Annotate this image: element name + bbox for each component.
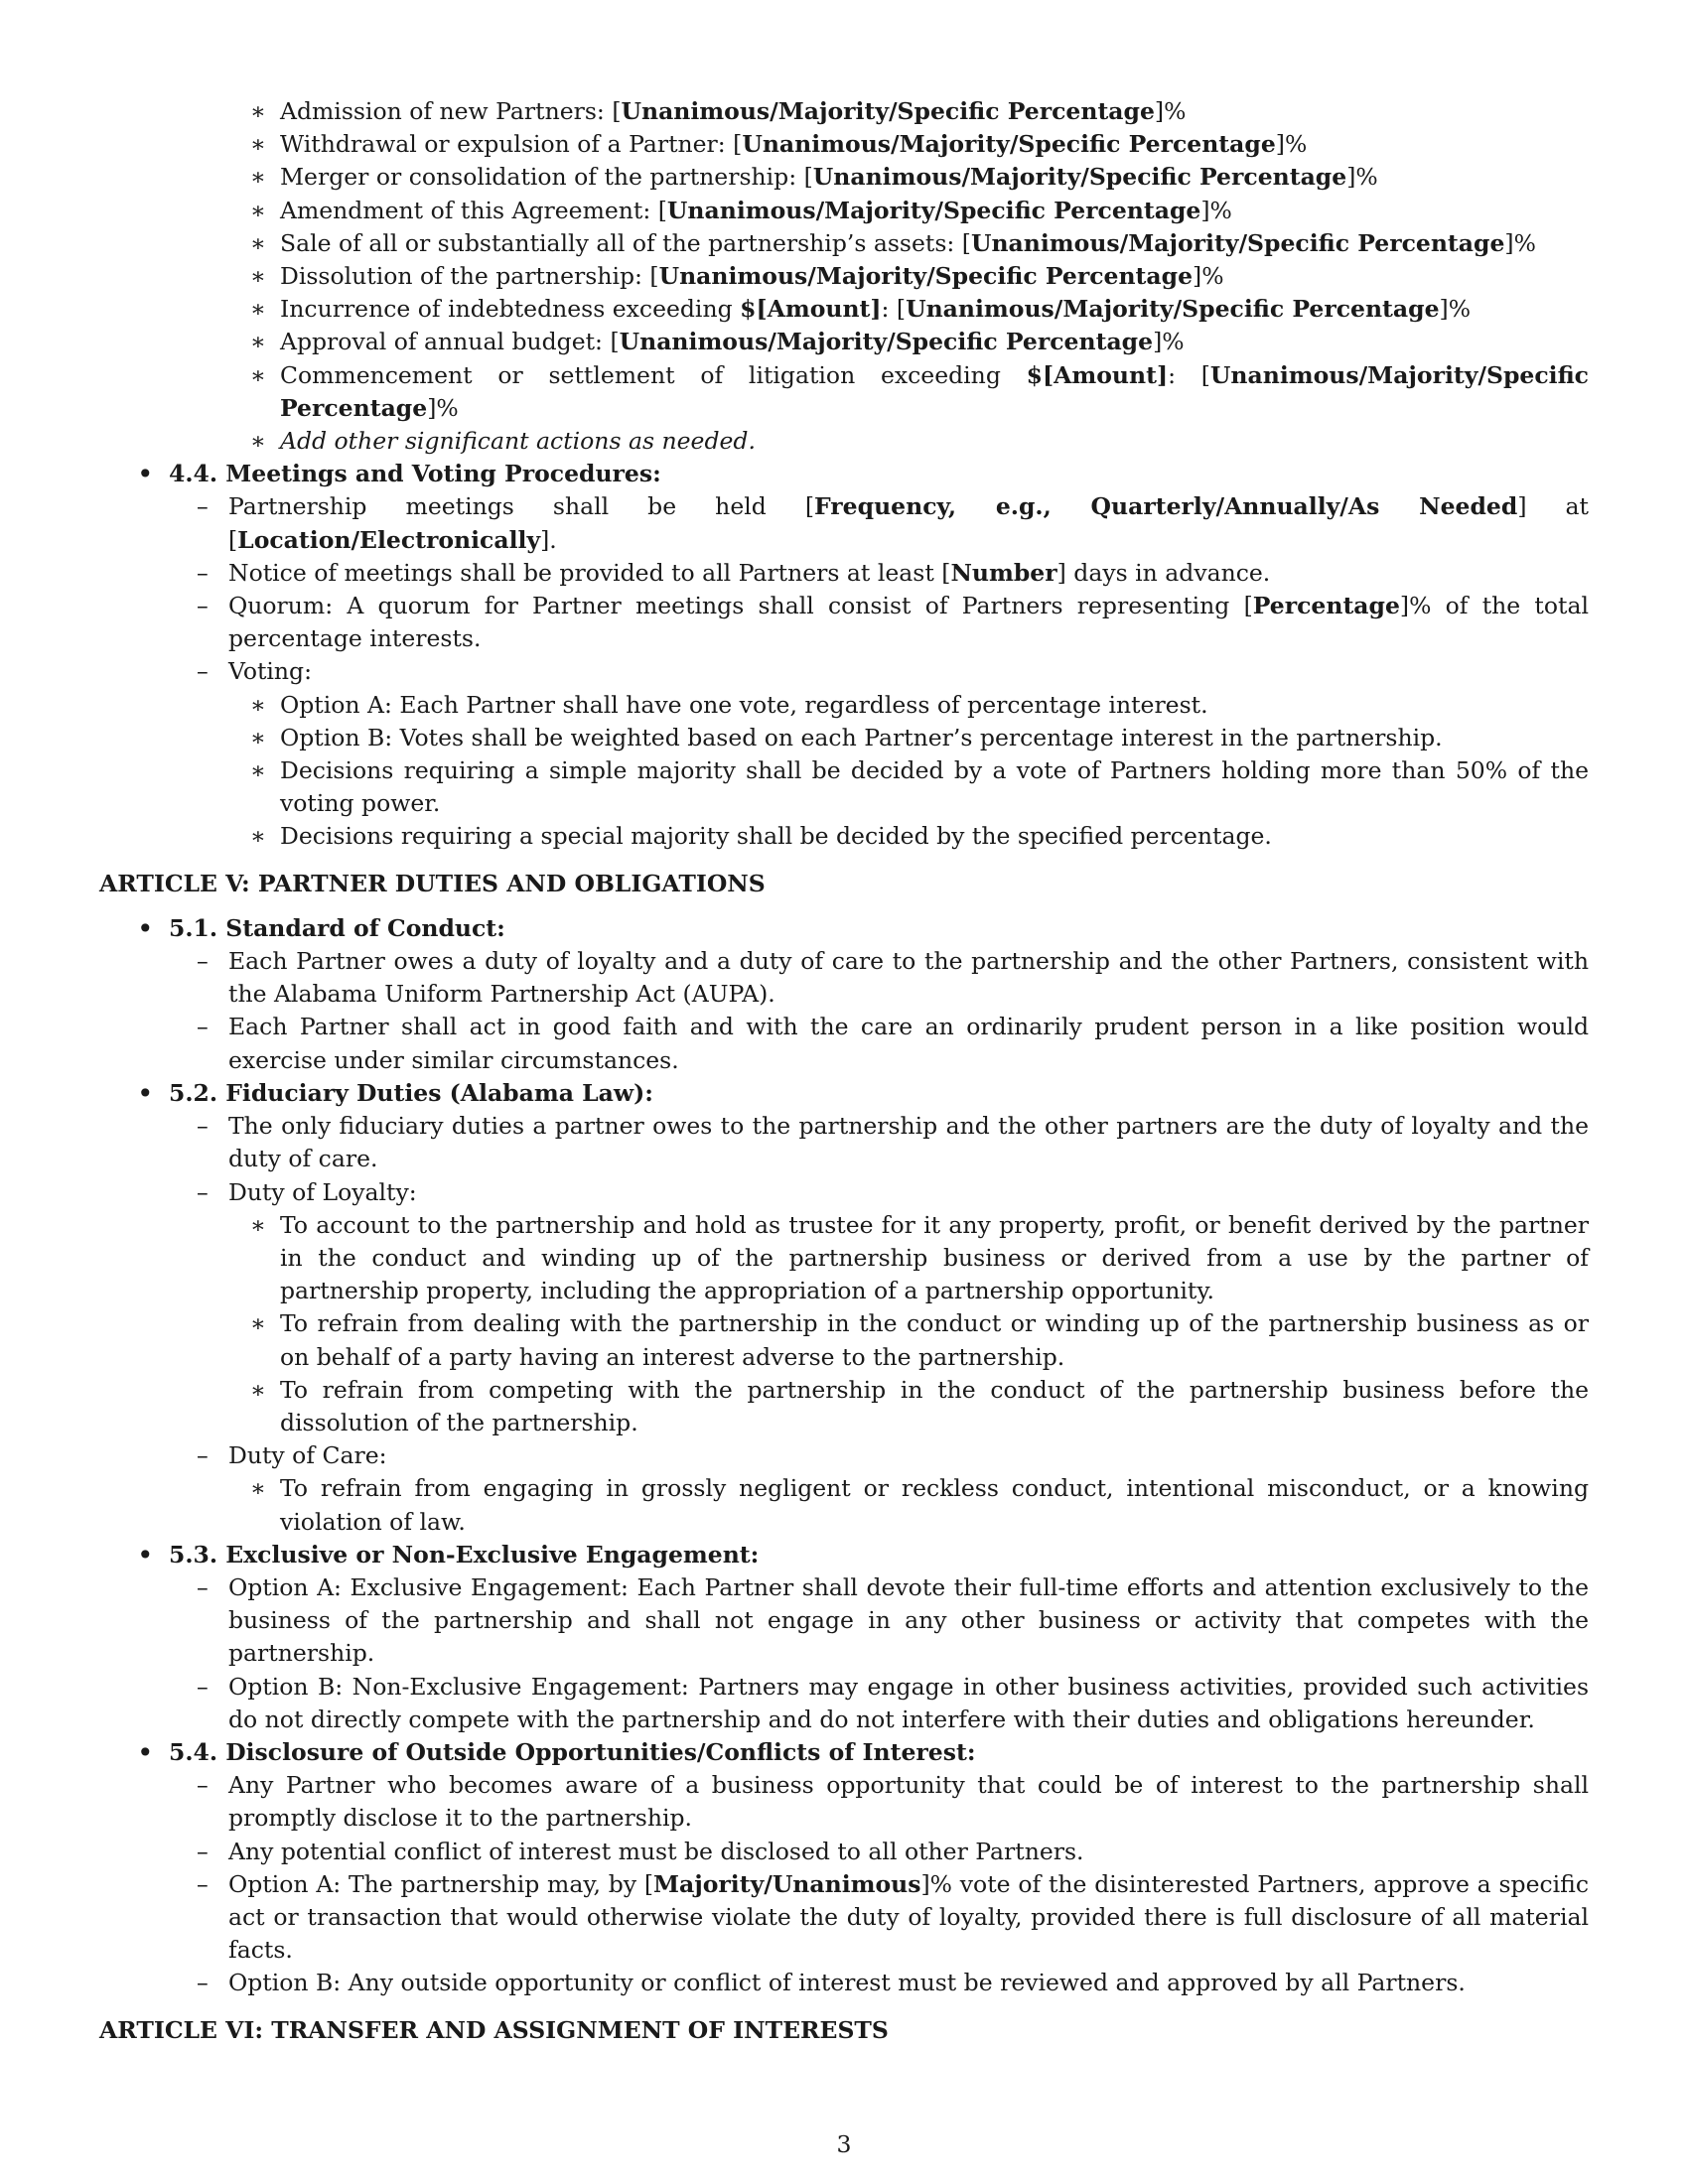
section-heading-5-1: • 5.1. Standard of Conduct:: [137, 911, 505, 945]
list-item: – Each Partner owes a duty of loyalty and a duty of care to the partnership and the other Partners, consistent with the Alabama Uniform Partnership Act (AUPA).: [197, 947, 1589, 1009]
list-bullet: –: [197, 657, 209, 686]
list-item: ∗ Decisions requiring a special majority shall be decided by the specified percentage.: [99, 820, 1589, 853]
list-bullet: –: [197, 1771, 209, 1800]
list-bullet: ∗: [250, 163, 266, 192]
list-bullet: ∗: [250, 295, 266, 324]
list-bullet: –: [197, 1672, 209, 1701]
list-item: – Any potential conflict of interest must be disclosed to all other Partners.: [99, 1836, 1589, 1868]
list-bullet: ∗: [250, 1474, 266, 1503]
list-item: ∗ Option B: Votes shall be weighted based on each Partner’s percentage interest in the partnership.: [99, 722, 1589, 754]
list-item: ∗ Commencement or settlement of litigation exceeding $[Amount]: [Unanimous/Majority/Specific Percentage]%: [250, 360, 1589, 422]
list-item: ∗ To account to the partnership and hold as trustee for it any property, profit, or benefit derived by the partner in the conduct and winding up of the partnership business or derived from a use by the partner of partnership property, including the appropriation of a partnership opportunity.: [250, 1210, 1589, 1305]
list-item: ∗ Option A: Each Partner shall have one vote, regardless of percentage interest.: [99, 689, 1589, 722]
document-page: [99, 95, 1589, 2059]
article-heading-v: ARTICLE V: PARTNER DUTIES AND OBLIGATIONS: [99, 869, 766, 897]
list-bullet: ∗: [250, 1210, 266, 1239]
list-bullet: ∗: [250, 130, 266, 159]
list-item: – Quorum: A quorum for Partner meetings shall consist of Partners representing [Percentage]% of the total percentage interests.: [197, 592, 1589, 653]
list-item: ∗ To refrain from dealing with the partnership in the conduct or winding up of the partnership business as or on behalf of a party having an interest adverse to the partnership.: [250, 1309, 1589, 1371]
list-item: – Duty of Loyalty:: [99, 1176, 1589, 1209]
list-bullet: •: [137, 458, 154, 491]
section-heading-5-3: • 5.3. Exclusive or Non-Exclusive Engagement:: [137, 1538, 760, 1571]
list-bullet: –: [197, 1969, 209, 1997]
list-bullet: ∗: [250, 1375, 266, 1404]
list-item: ∗ Amendment of this Agreement: [Unanimous/Majority/Specific Percentage]%: [99, 195, 1589, 227]
list-item: ∗ Withdrawal or expulsion of a Partner: [Unanimous/Majority/Specific Percentage]%: [99, 128, 1589, 161]
list-bullet: –: [197, 1572, 209, 1601]
section-heading-5-2: • 5.2. Fiduciary Duties (Alabama Law):: [137, 1076, 653, 1110]
list-item: – Partnership meetings shall be held [Frequency, e.g., Quarterly/Annually/As Needed] at [Location/Electronically].: [197, 492, 1590, 554]
list-item: ∗ Merger or consolidation of the partnership: [Unanimous/Majority/Specific Percentage]%: [99, 161, 1589, 194]
list-item: – Notice of meetings shall be provided to all Partners at least [Number] days in advance.: [99, 557, 1589, 590]
list-item: ∗ Incurrence of indebtedness exceeding $[Amount]: [Unanimous/Majority/Specific Percentage]%: [99, 293, 1589, 326]
list-bullet: •: [137, 911, 154, 945]
list-bullet: –: [197, 947, 209, 976]
list-bullet: ∗: [250, 723, 266, 751]
list-bullet: –: [197, 1869, 209, 1898]
list-item: ∗ Admission of new Partners: [Unanimous/Majority/Specific Percentage]%: [99, 95, 1589, 128]
list-item: – Any Partner who becomes aware of a business opportunity that could be of interest to the partnership shall promptly disclose it to the partnership.: [197, 1771, 1589, 1833]
section-heading-4-4: • 4.4. Meetings and Voting Procedures:: [137, 458, 661, 491]
list-bullet: ∗: [250, 196, 266, 224]
list-item: ∗ To refrain from engaging in grossly negligent or reckless conduct, intentional misconduct, or a knowing violation of law.: [250, 1474, 1589, 1536]
list-item: – The only fiduciary duties a partner owes to the partnership and the other partners are the duty of loyalty and the duty of care.: [197, 1112, 1589, 1173]
list-bullet: ∗: [250, 228, 266, 257]
list-bullet: ∗: [250, 756, 266, 785]
list-bullet: ∗: [250, 262, 266, 291]
list-bullet: ∗: [250, 427, 266, 456]
section-heading-5-4: • 5.4. Disclosure of Outside Opportunities/Conflicts of Interest:: [137, 1735, 976, 1769]
list-bullet: –: [197, 1177, 209, 1206]
list-item: ∗ To refrain from competing with the partnership in the conduct of the partnership business before the dissolution of the partnership.: [250, 1375, 1589, 1436]
list-item: – Option A: The partnership may, by [Majority/Unanimous]% vote of the disinterested Partners, approve a specific act or transaction that would otherwise violate the duty of loyalty, provided there is full disclosure of all material facts.: [197, 1869, 1589, 1965]
list-item: ∗ Approval of annual budget: [Unanimous/Majority/Specific Percentage]%: [99, 326, 1589, 358]
list-item: – Voting:: [99, 655, 1589, 688]
list-bullet: ∗: [250, 822, 266, 851]
list-bullet: •: [137, 1735, 154, 1769]
list-bullet: –: [197, 558, 209, 587]
list-item: – Duty of Care:: [99, 1439, 1589, 1472]
article-heading-vi: ARTICLE VI: TRANSFER AND ASSIGNMENT OF INTERESTS: [99, 2015, 889, 2044]
list-bullet: –: [197, 1837, 209, 1865]
list-bullet: –: [197, 1112, 209, 1141]
list-item: ∗ Decisions requiring a simple majority shall be decided by a vote of Partners holding more than 50% of the voting power.: [250, 756, 1589, 818]
list-bullet: ∗: [250, 97, 266, 125]
list-bullet: ∗: [250, 360, 266, 389]
list-item: – Each Partner shall act in good faith and with the care an ordinarily prudent person in a like position would exercise under similar circumstances.: [197, 1013, 1589, 1074]
page-number: 3: [836, 2130, 852, 2158]
list-bullet: ∗: [250, 690, 266, 719]
list-item: – Option B: Any outside opportunity or conflict of interest must be reviewed and approved by all Partners.: [99, 1967, 1589, 1999]
list-item: – Option A: Exclusive Engagement: Each Partner shall devote their full-time efforts and attention exclusively to the business of the partnership and shall not engage in any other business or activity that competes with the partnership.: [197, 1572, 1589, 1668]
list-bullet: •: [137, 1538, 154, 1571]
list-item: ∗ Dissolution of the partnership: [Unanimous/Majority/Specific Percentage]%: [99, 260, 1589, 293]
list-bullet: –: [197, 1441, 209, 1470]
list-bullet: ∗: [250, 1309, 266, 1338]
list-bullet: –: [197, 492, 209, 521]
list-item: ∗ Add other significant actions as needed.: [99, 425, 1589, 458]
list-bullet: –: [197, 592, 209, 620]
list-bullet: –: [197, 1013, 209, 1041]
significant-actions-list: [99, 95, 1589, 458]
list-item: ∗ Sale of all or substantially all of the partnership’s assets: [Unanimous/Majority/Specific Percentage]%: [99, 227, 1589, 260]
list-item: – Option B: Non-Exclusive Engagement: Partners may engage in other business activities, provided such activities do not directly compete with the partnership and do not interfere with their duties and obligations hereunder.: [197, 1672, 1589, 1733]
list-bullet: ∗: [250, 328, 266, 356]
list-bullet: •: [137, 1076, 154, 1110]
